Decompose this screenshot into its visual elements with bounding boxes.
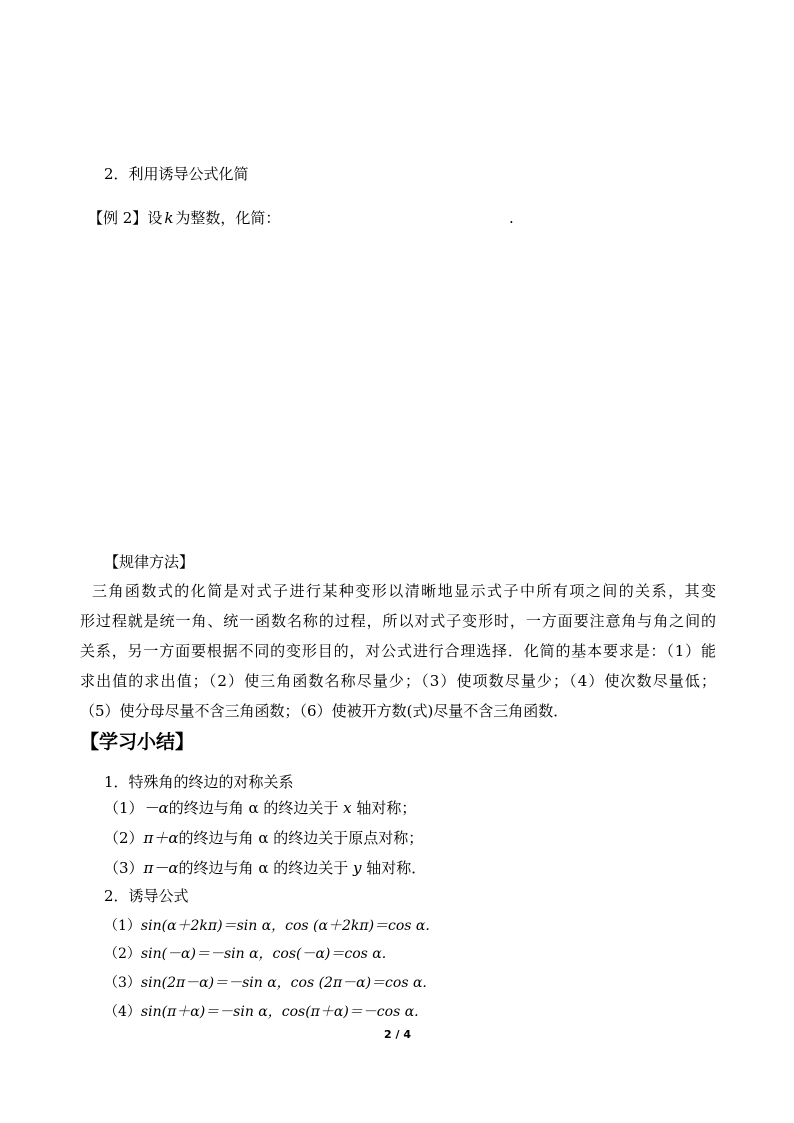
symmetry-mid: 的终边与角 α 的终边关于 (168, 799, 339, 817)
symmetry-angle: －α (143, 799, 169, 817)
section-title: 2．利用诱导公式化简 (104, 165, 249, 183)
example-variable: k (164, 209, 174, 227)
symmetry-end: 轴对称； (356, 799, 417, 817)
symmetry-line-3 (104, 858, 426, 878)
symmetry-axis: y (348, 859, 367, 877)
example-label: 【例 2】 (88, 209, 148, 227)
formula-num: （2） (104, 946, 141, 962)
formula-num: （1） (104, 918, 141, 934)
summary-title: 【学习小结】 (80, 731, 195, 753)
formula-num: （4） (104, 1004, 141, 1020)
method-line-2: 形过程就是统一角、统一函数名称的过程，所以对式子变形时，一方面要注意角与角之间的 (80, 612, 716, 630)
symmetry-end: 轴对称． (366, 859, 427, 877)
page-number: 2 / 4 (384, 1028, 411, 1041)
example-end-dot: . (509, 209, 514, 227)
formula-line-4 (104, 1002, 419, 1022)
symmetry-mid: 的终边与角 α 的终边关于 (178, 859, 349, 877)
example-text-prefix: 设 (147, 209, 163, 227)
method-line-5: （5）使分母尽量不含三角函数；（6）使被开方数(式)尽量不含三角函数． (80, 702, 569, 720)
example-2 (88, 208, 280, 228)
method-line-3: 关系，另一方面要根据不同的变形目的，对公式进行合理选择．化简的基本要求是：（1）能 (80, 642, 716, 660)
example-text-suffix: 为整数，化简： (175, 209, 281, 227)
symmetry-mid: 的终边与角 α 的终边关于原点对称； (178, 829, 424, 847)
summary-item-1-title: 1．特殊角的终边的对称关系 (104, 773, 294, 791)
formula-line-1 (104, 916, 430, 936)
method-line-1: 三角函数式的化简是对式子进行某种变形以清晰地显示式子中所有项之间的关系，其变 (92, 582, 716, 600)
symmetry-axis: x (338, 799, 357, 817)
formula-text: sin(2π－α)＝－sin α，cos (2π－α)＝cos α. (140, 975, 427, 991)
formula-text: sin(α＋2kπ)＝sin α，cos (α＋2kπ)＝cos α. (140, 918, 430, 934)
symmetry-num: （1） (104, 799, 144, 817)
method-title: 【规律方法】 (104, 553, 195, 571)
summary-item-2-title: 2．诱导公式 (104, 887, 189, 905)
method-line-4: 求出值的求出值；（2）使三角函数名称尽量少；（3）使项数尽量少；（4）使次数尽量低； (80, 672, 716, 690)
formula-text: sin(－α)＝－sin α，cos(－α)＝cos α. (140, 946, 387, 962)
symmetry-line-2 (104, 828, 423, 848)
formula-line-3 (104, 973, 427, 993)
symmetry-num: （2） (104, 829, 144, 847)
formula-num: （3） (104, 975, 141, 991)
formula-line-2 (104, 944, 386, 964)
formula-text: sin(π＋α)＝－sin α，cos(π＋α)＝－cos α. (140, 1004, 419, 1020)
symmetry-angle: π＋α (143, 829, 179, 847)
symmetry-line-1 (104, 798, 416, 818)
symmetry-num: （3） (104, 859, 144, 877)
symmetry-angle: π－α (143, 859, 179, 877)
